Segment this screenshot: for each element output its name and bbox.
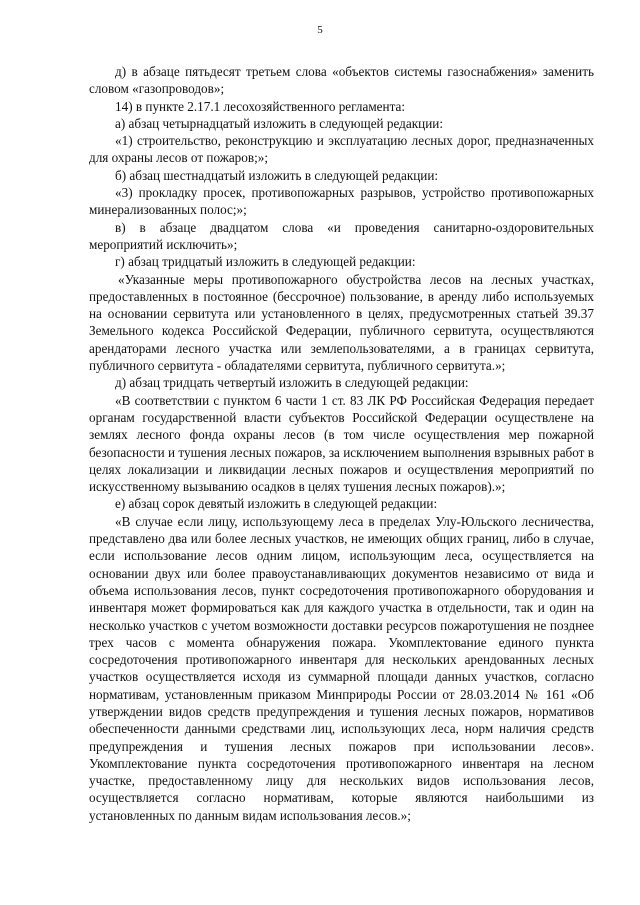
paragraph: г) абзац тридцатый изложить в следующей редакции:	[115, 254, 416, 270]
paragraph: «1) строительство, реконструкцию и эксплуатацию лесных дорог, предназначенных для охраны лесов от пожаров;»;	[89, 133, 594, 166]
paragraph: а) абзац четырнадцатый изложить в следующей редакции:	[115, 115, 443, 131]
paragraph: е) абзац сорок девятый изложить в следующей редакции:	[115, 496, 438, 512]
paragraph: «В соответствии с пунктом 6 части 1 ст. 83 ЛК РФ Российская Федерация передает органам государственной власти субъектов Российской Федерации осуществлене на землях лесного фонда охраны лесов (в том числе осуществления мер пожарной безопасности и тушения лесных пожаров, за исключением выполнения взрывных работ в целях локализации и ликвидации лесных пожаров и осуществления мероприятий по искусственному вызыванию осадков в целях тушения лесных пожаров).»;	[89, 392, 594, 495]
paragraph: д) в абзаце пятьдесят третьем слова «объектов системы газоснабжения» заменить словом «газопроводов»;	[89, 64, 594, 97]
paragraph: «В случае если лицу, использующему леса в пределах Улу-Юльского лесничества, представлено два или более лесных участков, не имеющих общих границ, либо в случае, если использование лесов одним лицом, использующим леса, осуществляется на основании двух или более правоустанавливающих документов независимо от вида и объема использования лесов, пункт сосредоточения противопожарного оборудования и инвентаря может формироваться как для каждого участка в отдельности, так и один на несколько участков с учетом возможности доставки ресурсов пожаротушения не позднее трех часов с момента обнаружения пожара. Укомплектование единого пункта сосредоточения противопожарного инвентаря для нескольких арендованных лесных участков осуществляется исходя из суммарной площади данных участков, согласно нормативам, установленным приказом Минприроды России от 28.03.2014 № 161 «Об утверждении видов средств предупреждения и тушения лесных пожаров, нормативов обеспеченности данными средствами лиц, использующих леса, норм наличия средств предупреждения и тушения лесных пожаров при использовании лесов». Укомплектование пункта сосредоточения противопожарного инвентаря на лесном участке, предоставленному лицу для нескольких видов использования лесов, осуществляется согласно нормативам, которые являются наибольшими из установленных по данным видам использования лесов.»;	[89, 513, 594, 823]
paragraph: 14) в пункте 2.17.1 лесохозяйственного регламента:	[115, 98, 406, 114]
paragraph: «Указанные меры противопожарного обустройства лесов на лесных участках, предоставленных в постоянное (бессрочное) пользование, в аренду либо используемых на основании сервитута или установленного в целях, предусмотренных статьей 39.37 Земельного кодекса Российской Федерации, публичного сервитута, осуществляются арендаторами лесного участка или землепользователями, а в границах сервитута, публичного сервитута - обладателями сервитута, публичного сервитута.»;	[89, 271, 594, 374]
document-body	[89, 63, 594, 824]
paragraph: б) абзац шестнадцатый изложить в следующей редакции:	[115, 167, 439, 183]
paragraph: «3) прокладку просек, противопожарных разрывов, устройство противопожарных минерализованных полос;»;	[89, 185, 594, 218]
paragraph: д) абзац тридцать четвертый изложить в следующей редакции:	[115, 375, 469, 391]
paragraph: в) в абзаце двадцатом слова «и проведения санитарно-оздоровительных мероприятий исключить»;	[89, 219, 594, 252]
page-number: 5	[317, 24, 323, 36]
